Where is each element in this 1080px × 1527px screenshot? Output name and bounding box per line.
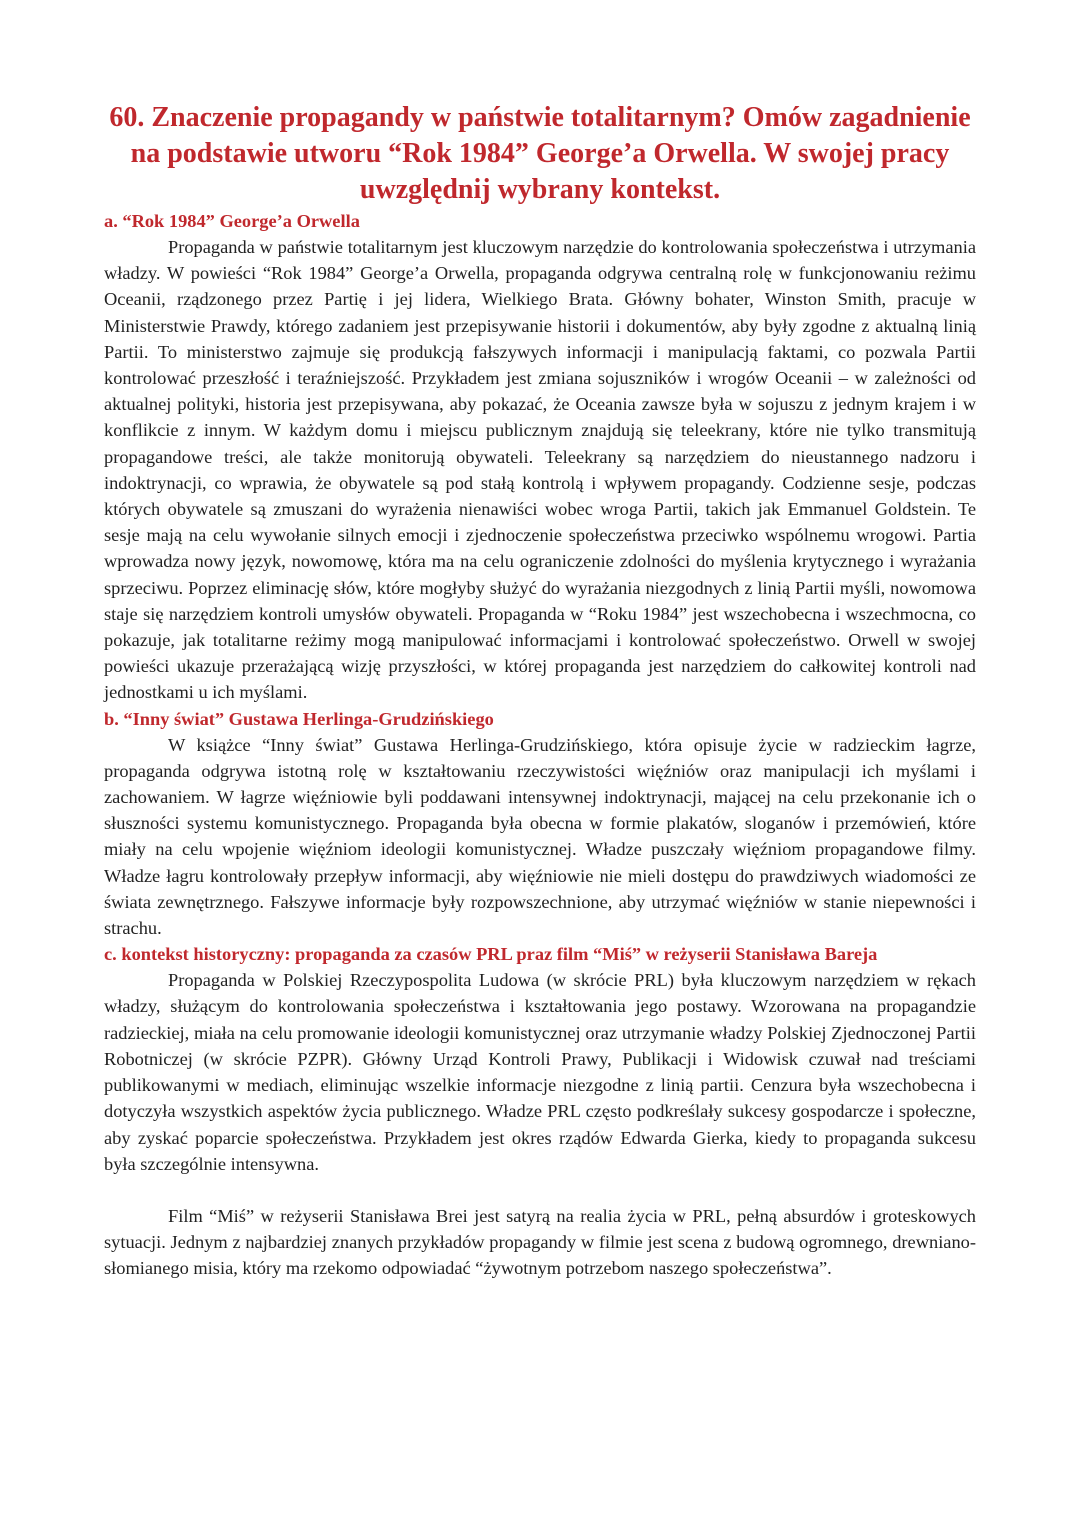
section-heading: b. “Inny świat” Gustawa Herlinga-Grudzińskiego xyxy=(104,708,494,729)
section-heading: c. kontekst historyczny: propaganda za czasów PRL praz film “Miś” w reżyserii Stanisława Bareja xyxy=(104,944,878,965)
body-paragraph: Propaganda w Polskiej Rzeczypospolita Ludowa (w skrócie PRL) była kluczowym narzędziem w rękach władzy, służącym do kontrolowania społeczeństwa i kształtowania jego postawy. Wzorowana na propagandzie radzieckiej, miała na celu promowanie ideologii komunistycznej oraz utrzymanie władzy Polskiej Zjednoczonej Partii Robotniczej (w skrócie PZPR). Główny Urząd Kontroli Prawy, Publikacji i Widowisk czuwał nad treściami publikowanymi w mediach, eliminując wszelkie informacje niezgodne z linią partii. Cenzura była wszechobecna i dotyczyła wszystkich aspektów życia publicznego. Władze PRL często podkreślały sukcesy gospodarcze i społeczne, aby zyskać poparcie społeczeństwa. Przykładem jest okres rządów Edwarda Gierka, kiedy to propaganda sukcesu była szczególnie intensywna. xyxy=(104,970,976,1174)
body-paragraph: Film “Miś” w reżyserii Stanisława Brei jest satyrą na realia życia w PRL, pełną absurdów i groteskowych sytuacji. Jednym z najbardziej znanych przykładów propagandy w filmie jest scena z budową ogromnego, drewniano-słomianego misia, który ma rzekomo odpowiadać “żywotnym potrzebom naszego społeczeństwa”. xyxy=(104,1205,976,1279)
document-page xyxy=(104,100,976,1282)
section-rok-1984 xyxy=(104,208,976,706)
section-inny-swiat xyxy=(104,706,976,942)
section-heading: a. “Rok 1984” George’a Orwella xyxy=(104,211,360,231)
section-kontekst-prl xyxy=(104,941,976,1281)
body-paragraph: W książce “Inny świat” Gustawa Herlinga-Grudzińskiego, która opisuje życie w radzieckim łagrze, propaganda odgrywa istotną rolę w kształtowaniu rzeczywistości więźniów oraz manipulacji ich myślami i zachowaniem. W łagrze więźniowie byli poddawani intensywnej indoktrynacji, mającej na celu przekonanie ich o słuszności systemu komunistycznego. Propaganda była obecna w formie plakatów, sloganów i przemówień, które miały na celu wpojenie więźniom ideologii komunistycznej. Władze puszczały więźniom propagandowe filmy. Władze łagru kontrolowały przepływ informacji, aby więźniowie nie mieli dostępu do prawdziwych wiadomości ze świata zewnętrznego. Fałszywe informacje były rozpowszechnione, aby utrzymać więźniów w stanie niepewności i strachu. xyxy=(104,734,976,939)
paragraph-spacer xyxy=(104,1177,976,1203)
body-paragraph: Propaganda w państwie totalitarnym jest kluczowym narzędzie do kontrolowania społeczeństwa i utrzymania władzy. W powieści “Rok 1984” George’a Orwella, propaganda odgrywa centralną rolę w funkcjonowaniu reżimu Oceanii, rządzonego przez Partię i jej lidera, Wielkiego Brata. Główny bohater, Winston Smith, pracuje w Ministerstwie Prawdy, którego zadaniem jest przepisywanie historii i dokumentów, aby były zgodne z aktualną linią Partii. To ministerstwo zajmuje się produkcją fałszywych informacji i manipulacją faktami, co pozwala Partii kontrolować przeszłość i teraźniejszość. Przykładem jest zmiana sojuszników i wrogów Oceanii – w zależności od aktualnej polityki, historia jest przepisywana, aby pokazać, że Oceania zawsze była w sojuszu z jednym krajem i w konflikcie z innym. W każdym domu i miejscu publicznym znajdują się teleekrany, które nie tylko transmitują propagandowe treści, ale także monitorują obywateli. Teleekrany są narzędziem do nieustannego nadzoru i indoktrynacji, co wprawia, że obywatele są pod stałą kontrolą i wpływem propagandy. Codzienne sesje, podczas których obywatele są zmuszani do wyrażenia nienawiści wobec wroga Partii, takich jak Emmanuel Goldstein. Te sesje mają na celu wywołanie silnych emocji i zjednoczenie społeczeństwa przeciwko wspólnemu wrogowi. Partia wprowadza nowy język, nowomowę, która ma na celu ograniczenie zdolności do myślenia krytycznego i wyrażania sprzeciwu. Poprzez eliminację słów, które mogłyby służyć do wyrażania niezgodnych z linią Partii myśli, nowomowa staje się narzędziem kontroli umysłów obywateli. Propaganda w “Roku 1984” jest wszechobecna i wszechmocna, co pokazuje, jak totalitarne reżimy mogą manipulować informacjami i kontrolować społeczeństwo. Orwell w swojej powieści ukazuje przerażającą wizję przyszłości, w której propaganda jest narzędziem do całkowitej kontroli nad jednostkami u ich myślami. xyxy=(104,237,976,703)
document-title: 60. Znaczenie propagandy w państwie totalitarnym? Omów zagadnienie na podstawie utworu “Rok 1984” George’a Orwella. W swojej pracy uwzględnij wybrany kontekst. xyxy=(109,102,971,205)
